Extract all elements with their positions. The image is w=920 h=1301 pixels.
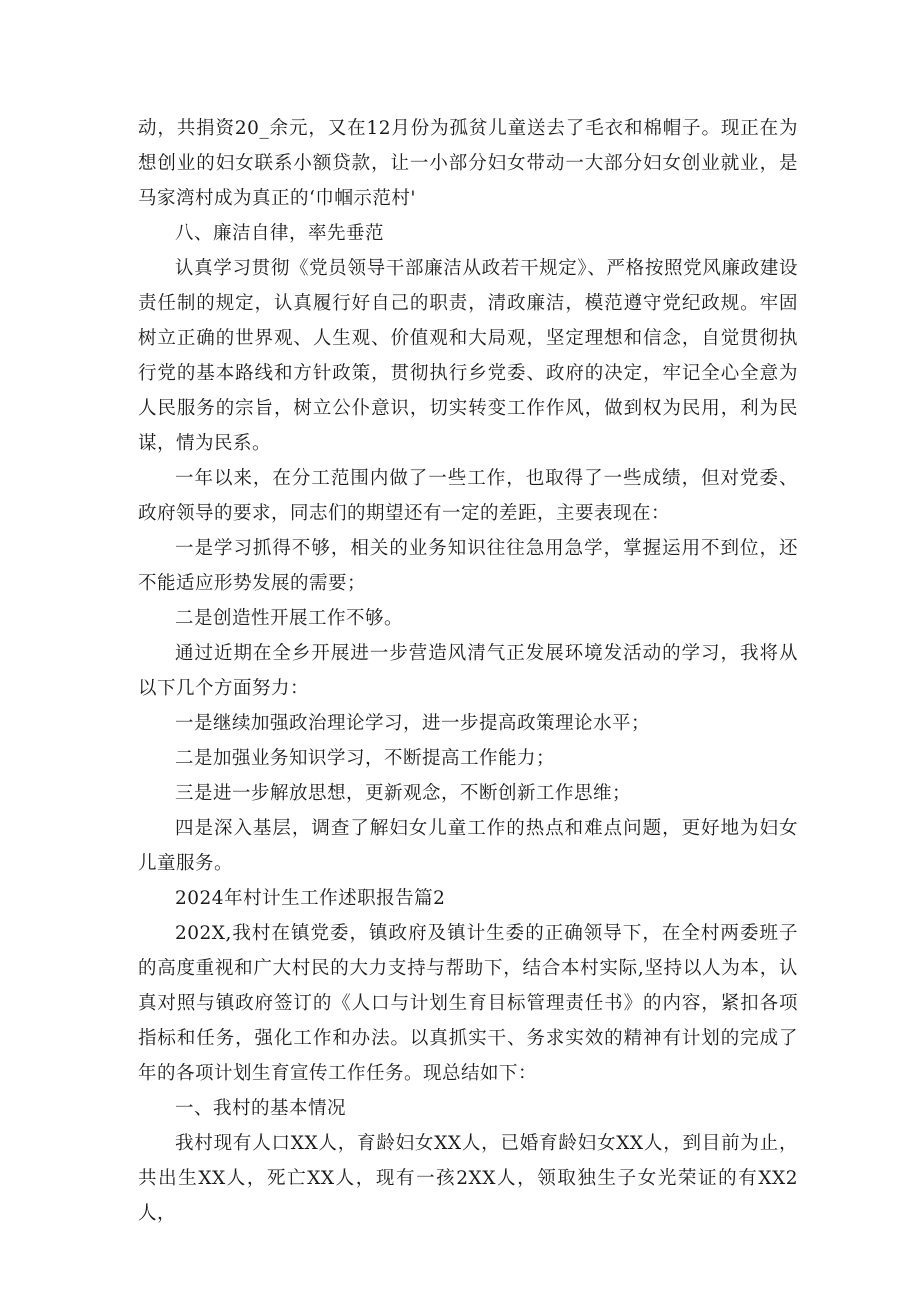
section-heading-1: 一、我村的基本情况 (175, 1098, 347, 1119)
paragraph-8: 二是加强业务知识学习，不断提高工作能力； (175, 748, 556, 769)
report-title: 2024年村计生工作述职报告篇2 (175, 888, 446, 909)
paragraph-3: 一年以来，在分工范围内做了一些工作，也取得了一些成绩，但对党委、政府领导的要求，同志们的期望还有一定的差距，主要表现在： (138, 468, 798, 524)
section-heading-8: 八、廉洁自律，率先垂范 (175, 223, 385, 244)
paragraph-12: 我村现有人口XX人，育龄妇女XX人，已婚育龄妇女XX人，到目前为止，共出生XX人，死亡XX人，现有一孩2XX人，领取独生子女光荣证的有XX2人， (138, 1133, 798, 1224)
paragraph-5: 二是创造性开展工作不够。 (175, 608, 404, 629)
paragraph-11: 202X,我村在镇党委，镇政府及镇计生委的正确领导下，在全村两委班子的高度重视和广大村民的大力支持与帮助下，结合本村实际,坚持以人为本，认真对照与镇政府签订的《人口与计划生育目标管理责任书》的内容，紧扣各项指标和任务，强化工作和办法。以真抓实干、务求实效的精神有计划的完成了年的各项计划生育宣传工作任务。现总结如下： (138, 923, 798, 1084)
paragraph-4: 一是学习抓得不够，相关的业务知识往往急用急学，掌握运用不到位，还不能适应形势发展的需要； (138, 538, 798, 594)
paragraph-10: 四是深入基层，调查了解妇女儿童工作的热点和难点问题，更好地为妇女儿童服务。 (138, 818, 798, 874)
paragraph-2: 认真学习贯彻《党员领导干部廉洁从政若干规定》、严格按照党风廉政建设责任制的规定，认真履行好自己的职责，清政廉洁，模范遵守党纪政规。牢固树立正确的世界观、人生观、价值观和大局观，坚定理想和信念，自觉贯彻执行党的基本路线和方针政策，贯彻执行乡党委、政府的决定，牢记全心全意为人民服务的宗旨，树立公仆意识，切实转变工作作风，做到权为民用，利为民谋，情为民系。 (138, 258, 798, 454)
paragraph-1: 动，共捐资20_余元，又在12月份为孤贫儿童送去了毛衣和棉帽子。现正在为想创业的妇女联系小额贷款，让一小部分妇女带动一大部分妇女创业就业，是马家湾村成为真正的‘巾帼示范村' (138, 118, 798, 209)
paragraph-9: 三是进一步解放思想，更新观念，不断创新工作思维； (175, 783, 632, 804)
paragraph-7: 一是继续加强政治理论学习，进一步提高政策理论水平； (175, 713, 651, 734)
document-body (138, 111, 798, 1231)
paragraph-6: 通过近期在全乡开展进一步营造风清气正发展环境发活动的学习，我将从以下几个方面努力： (138, 643, 798, 699)
